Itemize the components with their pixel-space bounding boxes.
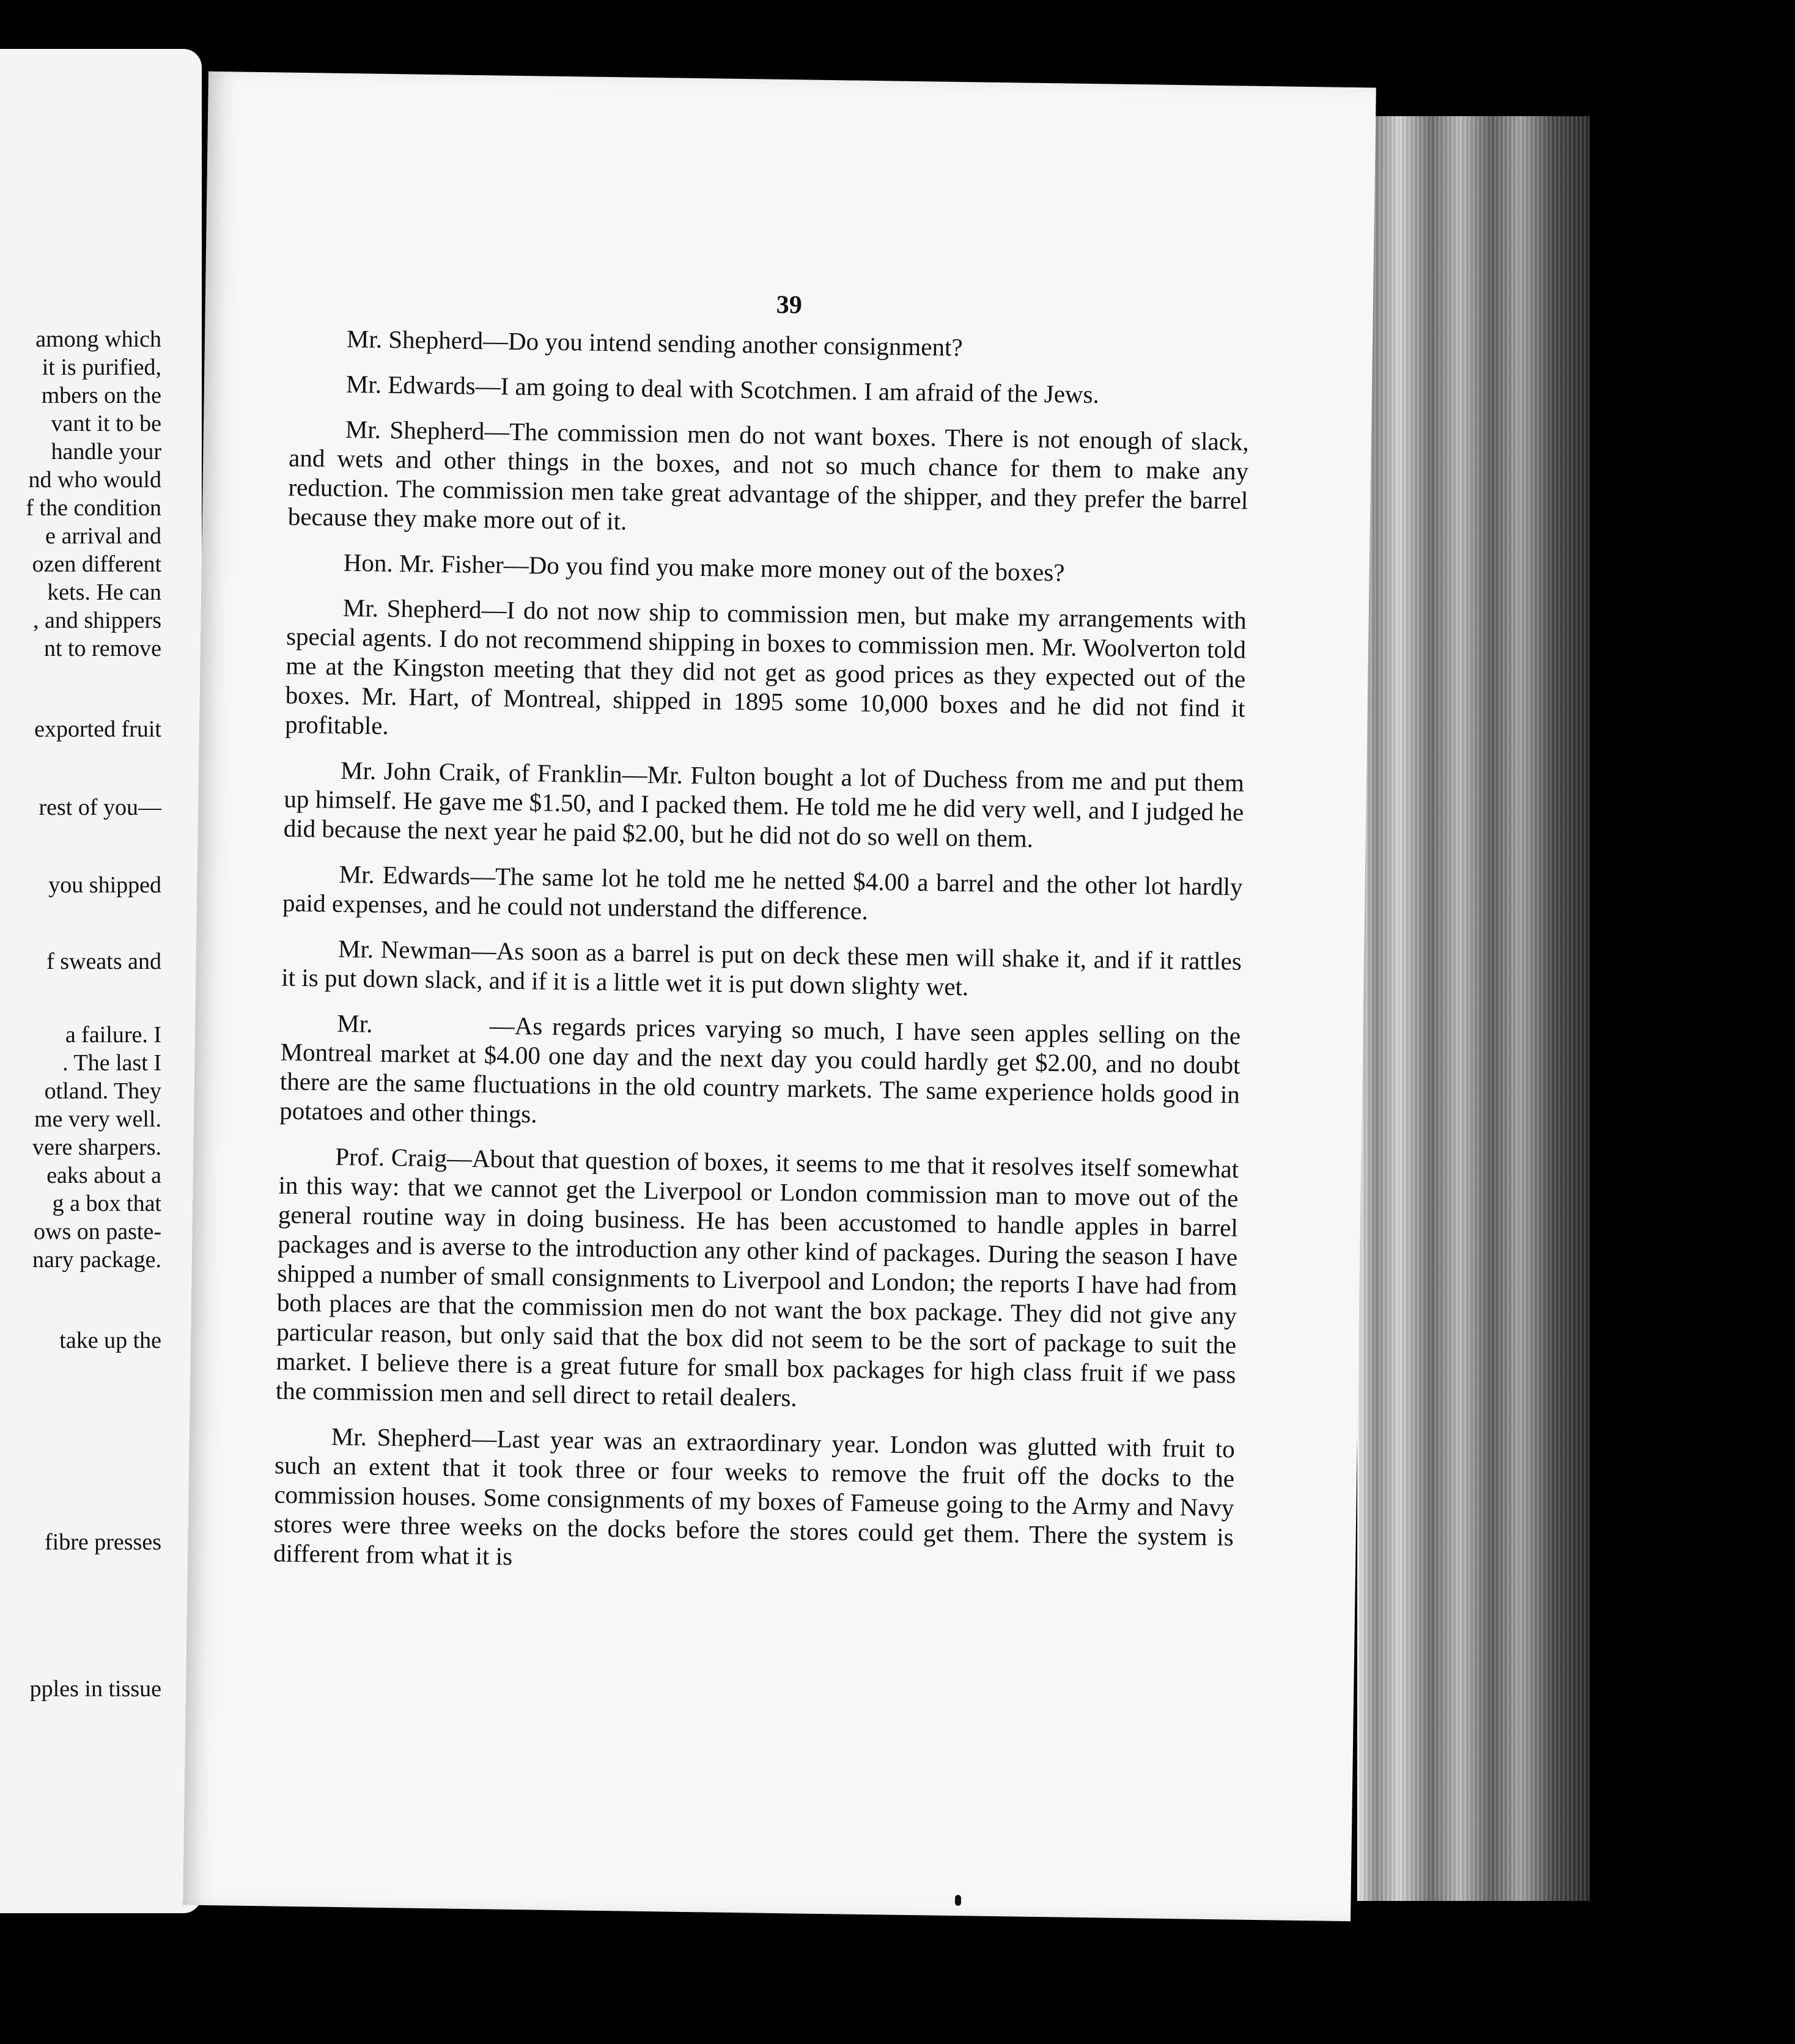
- left-text-line: eaks about a: [46, 1163, 161, 1188]
- facing-page-fragment: [0, 49, 202, 1913]
- paragraph: Mr. Edwards—I am going to deal with Scotchmen. I am afraid of the Jews.: [345, 370, 1100, 409]
- left-text-line: nary package.: [32, 1247, 161, 1273]
- left-text-line: you shipped: [48, 872, 161, 898]
- document-page: [183, 72, 1376, 1921]
- paragraph: Mr. John Craik, of Franklin—Mr. Fulton bought a lot of Duchess from me and put them up himself. He gave me $1.50, and I packed them. He told me he did very well, and I judged he did because the next year he paid $2.00, but he did not do so well on them.: [283, 755, 1245, 853]
- left-text-line: e arrival and: [45, 523, 161, 549]
- left-text-line: nd who would: [28, 467, 161, 493]
- left-text-line: f sweats and: [46, 949, 161, 974]
- left-text-line: fibre presses: [45, 1529, 161, 1555]
- left-text-line: nt to remove: [43, 636, 161, 661]
- left-text-line: a failure. I: [65, 1022, 161, 1048]
- left-text-line: pples in tissue: [29, 1676, 161, 1702]
- left-text-line: ows on paste-: [34, 1219, 161, 1244]
- page-number: 39: [776, 290, 803, 320]
- left-text-line: , and shippers: [32, 608, 161, 633]
- paragraph: Mr. Shepherd—Do you intend sending another consignment?: [346, 325, 963, 362]
- left-text-line: otland. They: [44, 1078, 161, 1104]
- left-text-line: exported fruit: [34, 716, 161, 742]
- body-text: [273, 323, 1251, 1597]
- paragraph: Mr. Shepherd—Last year was an extraordinary year. London was glutted with fruit to such an extent that it took three or four weeks to remove the fruit off the docks to the commission houses. Some consignments of my boxes of Fameuse going to the Army and Navy stores were three weeks on the docks before the stores could get them. There the system is different from what it is: [273, 1422, 1236, 1570]
- left-text-line: ozen different: [32, 551, 161, 577]
- left-text-line: among which: [35, 326, 161, 352]
- left-text-line: kets. He can: [47, 579, 161, 605]
- paragraph: Mr. Edwards—The same lot he told me he netted $4.00 a barrel and the other lot hardly paid expenses, and he could not understand the difference.: [282, 859, 1243, 925]
- paragraph: Mr. Shepherd—The commission men do not want boxes. There is not enough of slack, and wets and other things in the boxes, and not so much chance for them to make any reduction. The commission men take great advantage of the shipper, and they prefer the barrel because they make more out of it.: [287, 414, 1250, 535]
- paragraph: Mr. Shepherd—I do not now ship to commission men, but make my arrangements with special agents. I do not recommend shipping in boxes to commission men. Mr. Woolverton told me at the Kingston meeting that they did not get as good prices as they expected out of the boxes. Mr. Hart, of Montreal, shipped in 1895 some 10,000 boxes and he did not find it profitable.: [284, 593, 1247, 740]
- left-text-line: . The last I: [62, 1050, 161, 1076]
- page-edge-texture: [1357, 116, 1590, 1901]
- paragraph: Prof. Craig—About that question of boxes, it seems to me that it resolves itself somewhat in this way: that we cannot get the Liverpool or London commission man to move out of the general routine way in doing business. He has been accustomed to handle apples in barrel packages and is averse to the introduction any other kind of packages. During the season I have shipped a number of small consignments to Liverpool and London; the reports I have had from both places are that the commission men do not want the box package. They did not give any particular reason, but only said that the box did not seem to be the sort of package to suit the market. I believe there is a great future for small box packages for high class fruit if we pass the commission men and sell direct to retail dealers.: [275, 1142, 1239, 1412]
- paragraph: Hon. Mr. Fisher—Do you find you make more money out of the boxes?: [343, 548, 1065, 587]
- left-text-line: f the condition: [26, 495, 161, 521]
- left-text-line: handle your: [51, 439, 161, 465]
- left-text-line: mbers on the: [41, 383, 161, 408]
- left-text-line: vant it to be: [51, 411, 161, 436]
- left-text-line: g a box that: [52, 1191, 161, 1216]
- left-text-line: me very well.: [34, 1106, 161, 1132]
- paragraph: Mr. Newman—As soon as a barrel is put on deck these men will shake it, and if it rattles it is put down slack, and if it is a little wet it is put down slighty wet.: [281, 934, 1242, 1001]
- left-text-line: it is purified,: [42, 355, 161, 380]
- ink-mark: [955, 1895, 961, 1906]
- left-text-line: take up the: [59, 1328, 161, 1353]
- left-text-line: vere sharpers.: [32, 1134, 161, 1160]
- paragraph: Mr. —As regards prices varying so much, I have seen apples selling on the Montreal market at $4.00 one day and the next day you could hardly get $2.00, and no doubt there are the same fluctuations in the old country markets. The same experience holds good in potatoes and other things.: [279, 1009, 1241, 1128]
- left-text-line: rest of you—: [39, 795, 161, 820]
